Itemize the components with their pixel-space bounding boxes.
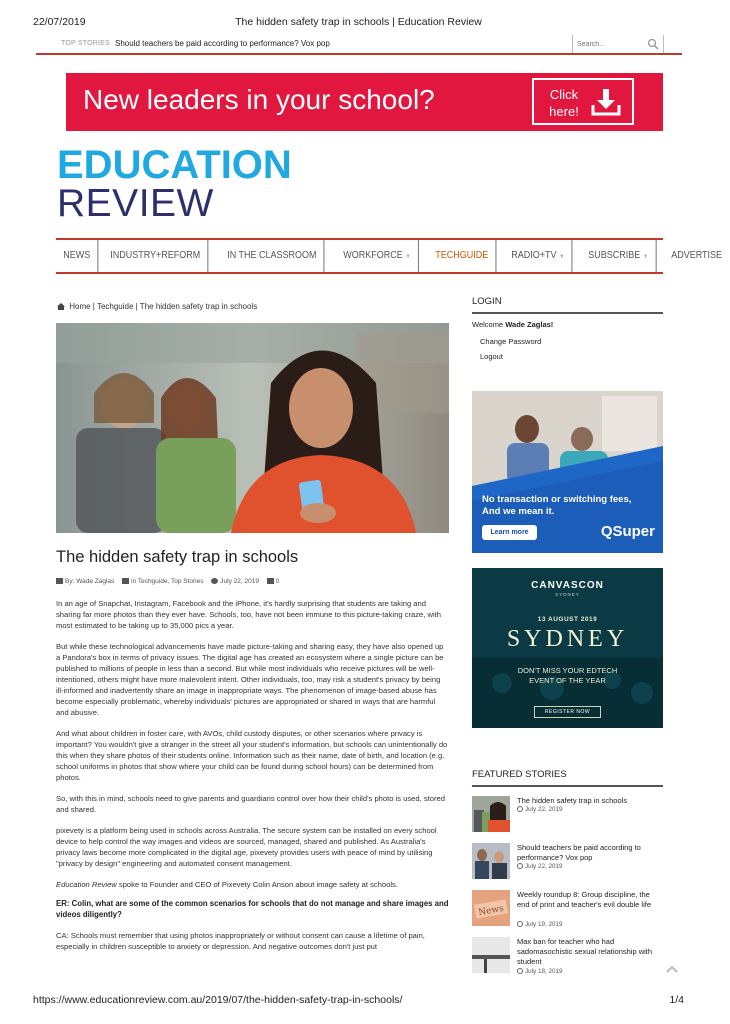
qsuper-ad-line-2: And we mean it. [482,506,555,517]
publication-name: Education Review [56,880,117,889]
qsuper-ad-text [482,494,631,518]
site-logo[interactable] [57,145,292,223]
canvascon-date: 13 AUGUST 2019 [537,616,598,623]
nav-item-techguide[interactable] [428,240,496,272]
banner-cta-label: Click here! [549,87,579,119]
chevron-down-icon: ▼ [405,254,412,260]
chevron-down-icon: ▼ [642,254,648,260]
featured-stories [472,769,663,984]
clock-icon [211,578,218,584]
nav-item-label: ADVERTISE [671,250,723,261]
page-count: 1/4 [669,994,684,1006]
nav-item-label: TECHGUIDE [435,250,489,261]
logo-line-2: REVIEW [57,182,214,225]
nav-item-advertise[interactable] [664,240,729,272]
nav-item-industry-reform[interactable] [103,240,208,272]
top-story-link[interactable]: Should teachers be paid according to performance? Vox pop [115,39,330,48]
register-now-button[interactable]: REGISTER NOW [534,706,601,718]
featured-date-text: July 22, 2019 [525,863,563,870]
canvascon-tagline-1: DON'T MISS YOUR EDTECH [517,666,618,675]
canvascon-city: SYDNEY [506,626,629,652]
canvascon-tagline-2: EVENT OF THE YEAR [529,676,606,685]
comments-icon [267,578,274,584]
featured-thumbnail [472,890,510,926]
nav-item-label: NEWS [63,250,91,261]
featured-list [472,796,663,984]
home-icon [57,303,65,310]
featured-title[interactable]: Weekly roundup 8: Group discipline, the end of print and teacher's evil double life [517,890,652,909]
change-password-link[interactable]: Change Password [480,337,542,346]
author-icon [56,578,63,584]
nav-item-label: INDUSTRY+REFORM [110,250,201,261]
canvascon-sub: SYDNEY [555,592,580,597]
article-date: July 22, 2019 [220,578,259,585]
featured-item[interactable] [472,890,663,937]
paragraph [56,879,449,890]
paragraph: In an age of Snapchat, Instagram, Facebook and the iPhone, it's hardly surprising that students are taking and sharing far more photos than they ever have. Schools, too, have not been immune to this picture-taking craze, with most estimated to be taking up to 35,000 pics a year. [56,599,441,630]
nav-item-label: IN THE CLASSROOM [227,250,317,261]
intro-text: spoke to Founder and CEO of Pixevety Colin Anson about image safety at schools. [116,880,398,889]
logo-line-1: EDUCATION [57,143,292,187]
featured-thumbnail [472,843,510,879]
print-footer [33,994,684,1008]
welcome-user: Wade Zaglas! [505,320,554,329]
featured-date [517,863,562,870]
banner-cta-button[interactable] [532,78,634,125]
svg-text:News: News [477,903,505,919]
featured-title[interactable]: Should teachers be paid according to performance? Vox pop [517,843,641,862]
paragraph: pixevety is a platform being used in schools across Australia. The secure system can be installed on every school device to help control the way images and videos are sourced, managed, shared and published. As Australia's privacy laws become more complicated in the digital age, pixevety provides users with peace of mind by utilising "privacy by design" engineering and automated consent management. [56,826,437,868]
featured-item[interactable] [472,937,663,984]
featured-item[interactable] [472,843,663,890]
nav-item-label: SUBSCRIBE [587,250,640,261]
article-categories[interactable]: in Techguide, Top Stories [131,578,204,585]
article-meta [56,578,285,585]
chevron-down-icon: ▼ [559,254,565,260]
search-icon[interactable] [647,38,659,50]
featured-date [517,968,562,975]
article-body [56,598,449,962]
clock-icon [517,863,523,869]
interview-question: ER: Colin, what are some of the common scenarios for schools that do not manage and share images and videos diligently? [56,899,449,919]
search-box [572,35,664,53]
top-stories-bar [36,33,682,55]
welcome-text [472,320,663,329]
learn-more-button[interactable]: Learn more [482,525,537,540]
welcome-prefix: Welcome [472,320,506,329]
nav-item-news[interactable] [56,240,98,272]
featured-thumbnail [472,937,510,973]
nav-item-label: WORKFORCE [343,250,404,261]
featured-date [517,806,562,813]
article-comments[interactable]: 0 [275,578,280,585]
nav-item-subscribe[interactable] [581,240,656,272]
top-stories-label: TOP STORIES [61,40,110,47]
featured-heading: FEATURED STORIES [472,769,663,787]
search-input[interactable] [577,38,643,50]
download-icon [590,87,622,117]
featured-title[interactable]: The hidden safety trap in schools [517,796,628,805]
article-author[interactable]: By: Wade Zaglas [65,578,115,585]
qsuper-logo: QSuper [600,523,655,540]
paragraph: And what about children in foster care, with AVOs, child custody disputes, or other scenarios where privacy is important? You wouldn't give a stranger in the street all your student's information, but schools can unintentionally do this when they share photos of their students online. Information such as their name, date of birth, and location (e.g. school uniforms in photos that show where your child can be found during school hours) can be determined from photos. [56,729,448,782]
login-links [480,334,663,364]
nav-item-in-the-classroom[interactable] [220,240,325,272]
featured-date-text: July 18, 2019 [525,968,563,975]
clock-icon [517,806,523,812]
interview-answer: CA: Schools must remember that using photos inappropriately or without consent can cause a lifetime of pain, especially in children susceptible to anxiety or depression. And negative outcomes don't just put [56,931,425,951]
promo-banner[interactable] [66,73,663,131]
featured-date-text: July 19, 2019 [525,921,563,928]
scroll-up-icon[interactable] [665,964,679,974]
clock-icon [517,968,523,974]
folder-icon [122,578,129,584]
featured-item[interactable] [472,796,663,843]
page [36,33,723,991]
hero-image [56,323,449,533]
sidebar [472,296,663,975]
qsuper-ad[interactable] [472,391,663,553]
article-title: The hidden safety trap in schools [56,548,299,566]
print-header [33,16,684,30]
print-title: The hidden safety trap in schools | Education Review [235,16,482,28]
canvascon-ad[interactable] [472,568,663,728]
breadcrumb-text[interactable]: Home | Techguide | The hidden safety trap in schools [69,302,258,311]
print-date: 22/07/2019 [33,16,86,28]
nav-item-label: RADIO+TV [511,250,557,261]
banner-headline: New leaders in your school? [83,84,435,115]
breadcrumb [57,302,257,311]
paragraph: But while these technological advancements have made picture-taking and sharing easy, they have also opened up a Pandora's box in terms of privacy issues. The digital age has created an ecosystem where a single picture can be published to millions of people in less than a second. But while most individuals who receive pictures will be well-intentioned, others might have more malevolent intent. Other individuals, too, may risk a student's privacy by being ill-informed and inadvertently share an image in inappropriate ways. The phenomenon of image-based abuse has become especially problematic, whereby individuals' pictures are appropriated or shared in ways that are harmful and abusive. [56,642,444,717]
clock-icon [517,921,523,927]
print-url: https://www.educationreview.com.au/2019/07/the-hidden-safety-trap-in-schools/ [33,994,403,1006]
login-heading: LOGIN [472,296,663,314]
featured-date-text: July 22, 2019 [525,806,563,813]
featured-thumbnail [472,796,510,832]
paragraph: So, with this in mind, schools need to give parents and guardians control over how their child's photo is used, stored and shared. [56,794,445,814]
qsuper-ad-line-1: No transaction or switching fees, [482,494,632,505]
logout-link[interactable]: Logout [480,352,503,361]
nav-item-workforce[interactable] [336,240,419,272]
nav-item-radio-tv[interactable] [504,240,573,272]
featured-date [517,921,562,928]
featured-title[interactable]: Max ban for teacher who had sadomasochistic sexual relationship with student [517,937,653,966]
canvascon-brand: CANVASCON [531,580,604,591]
canvascon-tagline [472,666,663,686]
main-nav [56,238,723,274]
